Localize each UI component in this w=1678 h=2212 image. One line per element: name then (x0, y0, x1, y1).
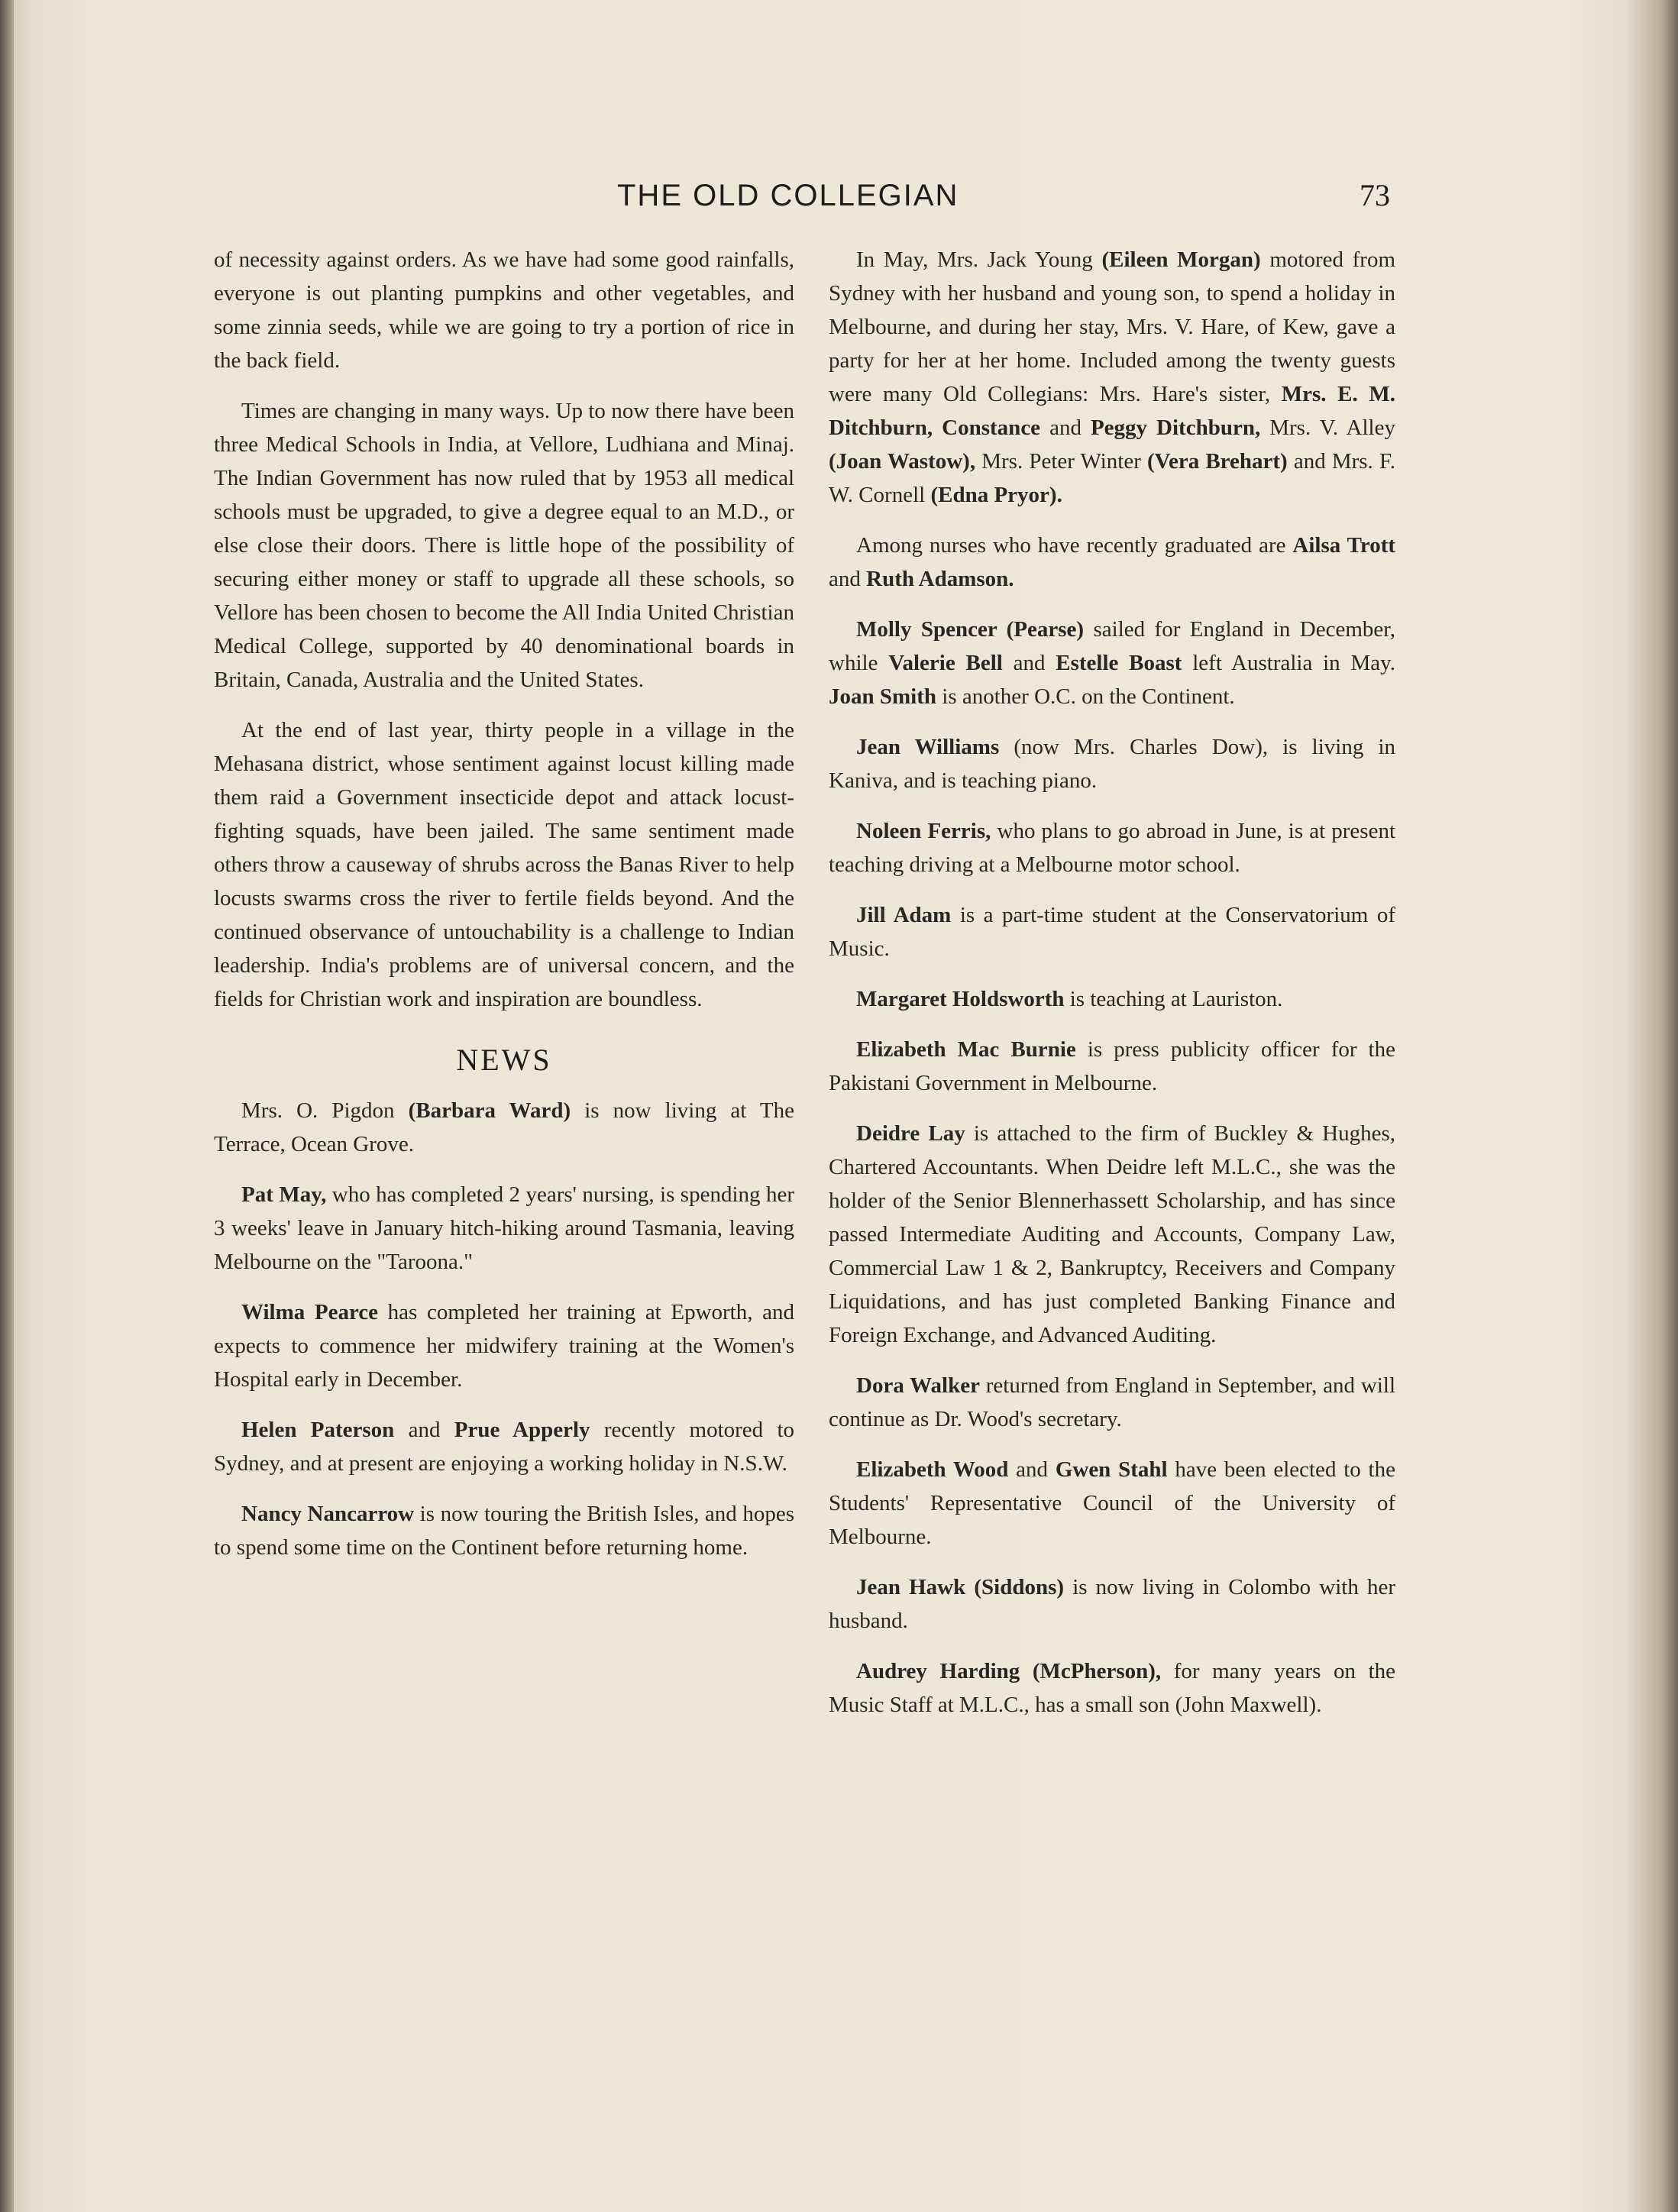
news-item: Audrey Harding (McPherson), for many years on the Music Staff at M.L.C., has a small son (John Maxwell). (829, 1659, 1395, 1717)
news-item: Jean Hawk (Siddons) is now living in Colombo with her husband. (829, 1575, 1395, 1633)
running-title: THE OLD COLLEGIAN (617, 179, 959, 212)
news-item: Dora Walker returned from England in September, and will continue as Dr. Wood's secretary. (829, 1373, 1395, 1431)
news-item: Molly Spencer (Pearse) sailed for England in December, while Valerie Bell and Estelle Boast left Australia in May. Joan Smith is another O.C. on the Continent. (829, 617, 1395, 709)
news-item: Noleen Ferris, who plans to go abroad in June, is at present teaching driving at a Melbourne motor school. (829, 819, 1396, 877)
page-number: 73 (1360, 178, 1390, 212)
news-item: Among nurses who have recently graduated are Ailsa Trott and Ruth Adamson. (829, 533, 1396, 591)
news-item: Deidre Lay is attached to the firm of Buckley & Hughes, Chartered Accountants. When Deidre left M.L.C., she was the holder of the Senior Blennerhassett Scholarship, and has since passed Intermediate Auditing and Accounts, Company Law, Commercial Law 1 & 2, Bankruptcy, Receivers and Company Liquidations, and has just completed Banking Finance and Foreign Exchange, and Advanced Auditing. (829, 1121, 1395, 1347)
page-header (214, 177, 1390, 213)
news-item: Pat May, who has completed 2 years' nursing, is spending her 3 weeks' leave in January hitch-hiking around Tasmania, leaving Melbourne on the "Taroona." (214, 1182, 794, 1274)
paragraph: At the end of last year, thirty people in a village in the Mehasana district, whose sentiment against locust killing made them raid a Government insecticide depot and attack locust-fighting squads, have been jailed. The same sentiment made others throw a causeway of shrubs across the Banas River to help locusts swarms cross the river to fertile fields beyond. And the continued observance of untouchability is a challenge to Indian leadership. India's problems are of universal concern, and the fields for Christian work and inspiration are boundless. (214, 718, 794, 1011)
news-item: Nancy Nancarrow is now touring the British Isles, and hopes to spend some time on the Continent before returning home. (214, 1502, 794, 1560)
news-item: In May, Mrs. Jack Young (Eileen Morgan) motored from Sydney with her husband and young son, to spend a holiday in Melbourne, and during her stay, Mrs. V. Hare, of Kew, gave a party for her at her home. Included among the twenty guests were many Old Collegians: Mrs. Hare's sister, Mrs. E. M. Ditchburn, Constance and Peggy Ditchburn, Mrs. V. Alley (Joan Wastow), Mrs. Peter Winter (Vera Brehart) and Mrs. F. W. Cornell (Edna Pryor). (829, 247, 1396, 507)
right-column (829, 243, 1395, 1738)
paragraph: of necessity against orders. As we have had some good rainfalls, everyone is out planting pumpkins and other vegetables, and some zinnia seeds, while we are going to try a portion of rice in the back field. (214, 247, 794, 373)
news-item: Helen Paterson and Prue Apperly recently motored to Sydney, and at present are enjoying a working holiday in N.S.W. (214, 1418, 794, 1476)
news-item: Margaret Holdsworth is teaching at Lauriston. (856, 987, 1283, 1011)
news-heading: NEWS (456, 1043, 552, 1077)
news-item: Elizabeth Wood and Gwen Stahl have been elected to the Students' Representative Council of the University of Melbourne. (829, 1457, 1395, 1549)
news-item: Elizabeth Mac Burnie is press publicity officer for the Pakistani Government in Melbourne. (829, 1037, 1395, 1095)
left-column (214, 243, 794, 1581)
news-item: Wilma Pearce has completed her training at Epworth, and expects to commence her midwifery training at the Women's Hospital early in December. (214, 1300, 794, 1392)
news-item: Mrs. O. Pigdon (Barbara Ward) is now living at The Terrace, Ocean Grove. (214, 1098, 795, 1156)
book-spine-shadow (0, 0, 14, 2212)
news-item: Jill Adam is a part-time student at the Conservatorium of Music. (829, 903, 1395, 961)
paragraph: Times are changing in many ways. Up to now there have been three Medical Schools in India, at Vellore, Ludhiana and Minaj. The Indian Government has now ruled that by 1953 all medical schools must be upgraded, to give a degree equal to an M.D., or else close their doors. There is little hope of the possibility of securing either money or staff to upgrade all these schools, so Vellore has been chosen to become the All India United Christian Medical College, supported by 40 denominational boards in Britain, Canada, Australia and the United States. (214, 399, 794, 692)
news-item: Jean Williams (now Mrs. Charles Dow), is living in Kaniva, and is teaching piano. (829, 735, 1396, 793)
